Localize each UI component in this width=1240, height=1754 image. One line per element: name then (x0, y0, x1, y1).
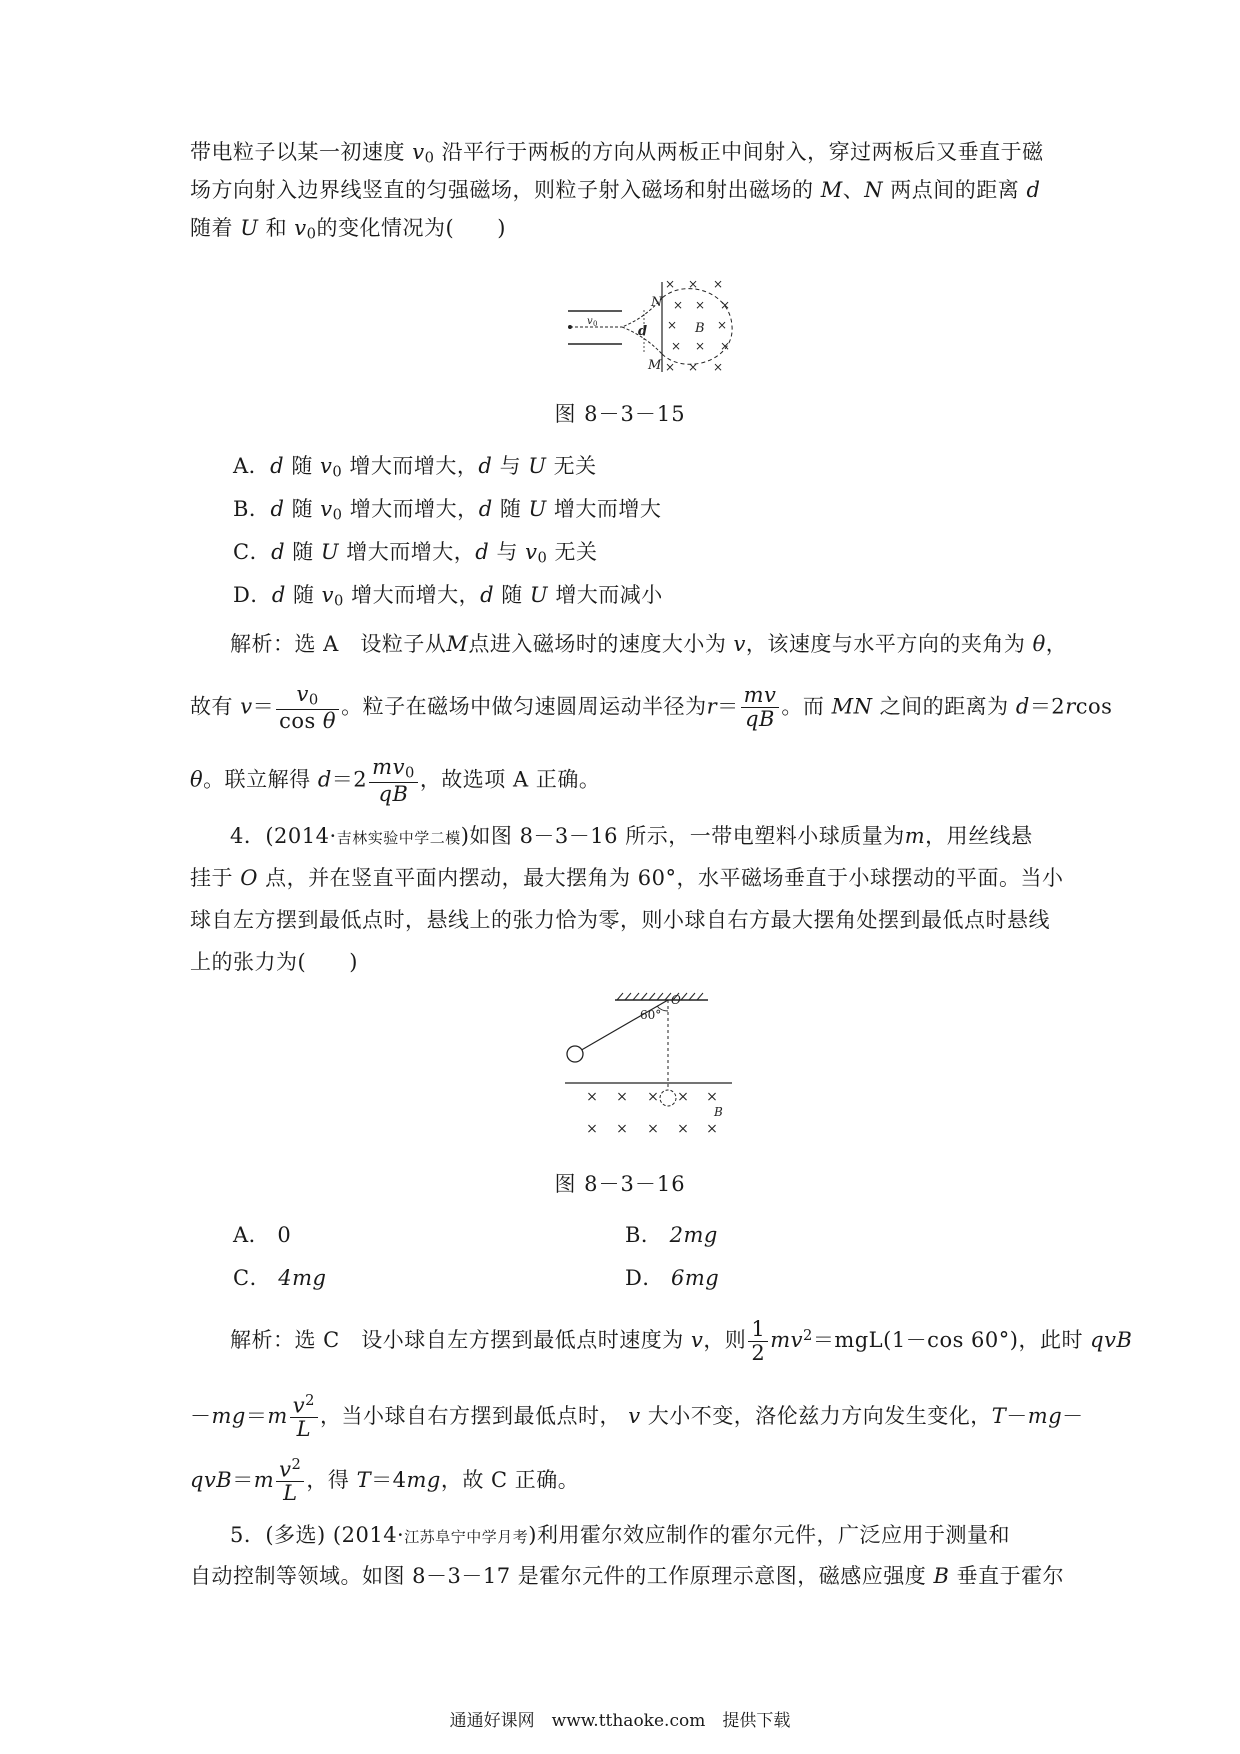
svg-text:×: × (694, 298, 706, 312)
q4-option-c: C． 4mg (233, 1266, 327, 1290)
svg-text:60°: 60° (640, 1008, 662, 1022)
q3-option-d: D．d 随 $v_0$ 增大而增大，d 随 U 增大而减小 (233, 583, 663, 610)
svg-text:×: × (716, 318, 728, 332)
svg-text:×: × (706, 1121, 718, 1137)
figure-8-3-15 (560, 276, 740, 378)
q4-option-d: D． 6mg (625, 1266, 720, 1290)
svg-text:B: B (695, 321, 705, 336)
svg-text:×: × (672, 298, 684, 312)
svg-text:×: × (616, 1089, 628, 1105)
svg-text:×: × (719, 298, 731, 312)
q3-option-a: A．d 随 $v_0$ 增大而增大，d 与 U 无关 (233, 454, 597, 481)
svg-text:×: × (677, 1121, 689, 1137)
q3-solution-line-1: 解析：选 A 设粒子从M点进入磁场时的速度大小为 v，该速度与水平方向的夹角为 θ， (230, 632, 1068, 656)
svg-text:×: × (712, 277, 724, 291)
q3-option-b: B．d 随 $v_0$ 增大而增大，d 随 U 增大而增大 (233, 497, 662, 524)
svg-text:v: v (587, 316, 593, 327)
q4-line-2: 挂于 O 点，并在竖直平面内摆动，最大摆角为 60°，水平磁场垂直于小球摆动的平面。当小 (190, 866, 1064, 890)
q3-line-1: 带电粒子以某一初速度 $v_0$ 沿平行于两板的方向从两板正中间射入，穿过两板后又垂直于磁 (190, 140, 1044, 167)
svg-text:O: O (671, 993, 681, 1007)
q5-line-1: 5．(多选) (2014·江苏阜宁中学月考)利用霍尔效应制作的霍尔元件，广泛应用于测量和 (230, 1523, 1010, 1547)
page-footer: 通通好课网 www.tthaoke.com 提供下载 (449, 1711, 791, 1731)
svg-text:×: × (712, 360, 724, 374)
svg-text:×: × (670, 339, 682, 353)
svg-text:×: × (586, 1121, 598, 1137)
q4-option-b: B． 2mg (625, 1223, 718, 1247)
q4-solution-line-3: qvB＝m $\frac{v^2}{L}$ ，得 T＝4mg，故 C 正确。 (190, 1456, 580, 1506)
q4-line-1: 4．(2014·吉林实验中学二模)如图 8－3－16 所示，一带电塑料小球质量为m，用丝线悬 (230, 824, 1033, 848)
svg-text:×: × (647, 1089, 659, 1105)
svg-text:×: × (706, 1089, 718, 1105)
q4-solution-line-2: －mg＝m $\frac{v^2}{L}$ ，当小球自右方摆到最低点时， v 大小不变，洛伦兹力方向发生变化，T－mg－ (190, 1392, 1084, 1442)
figure-8-3-16 (560, 990, 735, 1150)
q3-line-2: 场方向射入边界线竖直的匀强磁场，则粒子射入磁场和射出磁场的 M、N 两点间的距离 d (190, 178, 1041, 202)
svg-text:×: × (666, 318, 678, 332)
q3-solution-line-3: θ。联立解得 d＝2 $\frac{mv_0}{qB}$ ，故选项 A 正确。 (190, 755, 601, 806)
svg-text:×: × (719, 339, 731, 353)
q4-line-4: 上的张力为( ) (190, 950, 358, 974)
svg-text:M: M (648, 358, 662, 373)
svg-text:×: × (687, 277, 699, 291)
figure-8-3-15-caption: 图 8－3－15 (554, 402, 686, 426)
svg-text:0: 0 (593, 320, 598, 328)
svg-text:d: d (638, 324, 648, 339)
q4-line-3: 球自左方摆到最低点时，悬线上的张力恰为零，则小球自右方最大摆角处摆到最低点时悬线 (190, 908, 1050, 932)
svg-text:×: × (616, 1121, 628, 1137)
svg-text:×: × (664, 277, 676, 291)
figure-8-3-16-caption: 图 8－3－16 (554, 1172, 686, 1196)
q4-solution-line-1: 解析：选 C 设小球自左方摆到最低点时速度为 v，则 $\frac{1}{2}$ $mv^2=mgL(1-\cos$ 60°)，此时 qvB (230, 1317, 1133, 1366)
q3-line-3: 随着 U 和 $v_0$的变化情况为( ) (190, 216, 506, 243)
q3-solution-line-2: 故有 v＝ $\frac{v_0}{\text{cos θ}}$ 。粒子在磁场中做匀速圆周运动半径为r＝ $\frac{mv}{qB}$ 。而 MN 之间的距离为 d＝2rcos (190, 682, 1113, 733)
svg-text:×: × (647, 1121, 659, 1137)
svg-text:×: × (664, 360, 676, 374)
q4-option-a: A． 0 (233, 1223, 292, 1247)
svg-text:×: × (677, 1089, 689, 1105)
svg-text:×: × (694, 339, 706, 353)
q5-line-2: 自动控制等领域。如图 8－3－17 是霍尔元件的工作原理示意图，磁感应强度 B 垂直于霍尔 (190, 1564, 1065, 1588)
svg-text:N: N (651, 295, 663, 310)
svg-text:×: × (687, 360, 699, 374)
svg-text:B: B (714, 1105, 723, 1119)
svg-text:×: × (586, 1089, 598, 1105)
q3-option-c: C．d 随 U 增大而增大，d 与 $v_0$ 无关 (233, 540, 598, 567)
